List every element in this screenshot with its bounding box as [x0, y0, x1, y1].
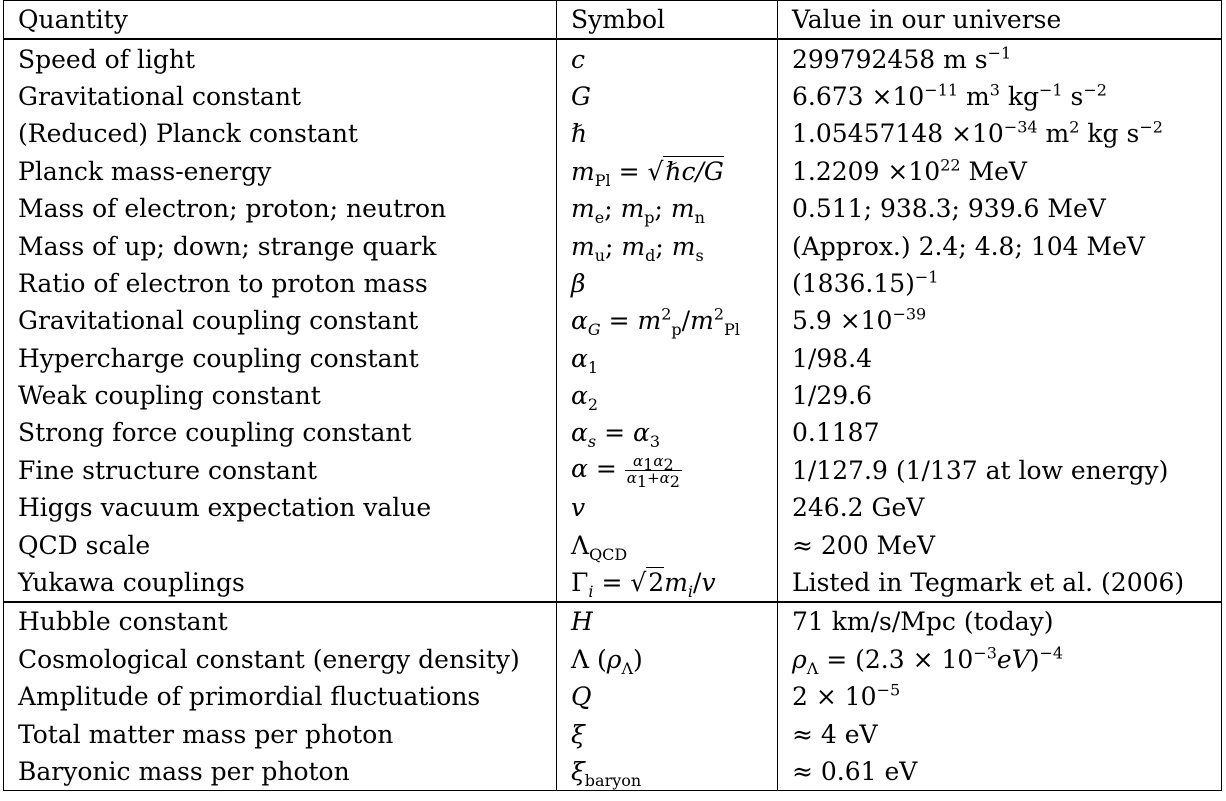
symbol-cell: β: [557, 265, 778, 302]
table-row: [4, 190, 1222, 227]
symbol-cell: H: [557, 602, 778, 640]
quantity-cell: Hubble constant: [4, 602, 557, 640]
table-header: [4, 1, 1222, 40]
table-row: [4, 340, 1222, 377]
quantity-cell: Strong force coupling constant: [4, 414, 557, 451]
symbol-cell: $m_u$; $m_d$; $m_s$: [557, 227, 778, 264]
table-row: [4, 678, 1222, 715]
value-cell: ≈ 4 eV: [778, 715, 1222, 752]
header-value: Value in our universe: [778, 1, 1222, 40]
symbol-cell: ξ: [557, 715, 778, 752]
quantity-cell: Mass of up; down; strange quark: [4, 227, 557, 264]
table-row: [4, 526, 1222, 563]
quantity-cell: Higgs vacuum expectation value: [4, 489, 557, 526]
value-cell: Listed in Tegmark et al. (2006): [778, 564, 1222, 602]
quantity-cell: Gravitational coupling constant: [4, 302, 557, 339]
table-row: [4, 39, 1222, 77]
quantity-cell: (Reduced) Planck constant: [4, 115, 557, 152]
table-body: [4, 39, 1222, 790]
header-row: [4, 1, 1222, 40]
table-row: [4, 641, 1222, 678]
quantity-cell: QCD scale: [4, 526, 557, 563]
value-cell: 71 km/s/Mpc (today): [778, 602, 1222, 640]
table-row: [4, 414, 1222, 451]
symbol-cell: c: [557, 39, 778, 77]
table-row: [4, 265, 1222, 302]
value-cell: $(1836.15)^{-1}$: [778, 265, 1222, 302]
value-cell: $1.2209 \times 10^{22}$ MeV: [778, 153, 1222, 190]
table-row: [4, 227, 1222, 264]
table-row: [4, 153, 1222, 190]
quantity-cell: Total matter mass per photon: [4, 715, 557, 752]
table-row: [4, 602, 1222, 640]
quantity-cell: Mass of electron; proton; neutron: [4, 190, 557, 227]
symbol-cell: Λ $(\rho_\Lambda)$: [557, 641, 778, 678]
symbol-cell: $m_e$; $m_p$; $m_n$: [557, 190, 778, 227]
symbol-cell: $m_{Pl}$ = √ℏc/G: [557, 153, 778, 190]
symbol-cell: $\alpha_G = m^2_p/m^2_{Pl}$: [557, 302, 778, 339]
value-cell: 299792458 m $s^{-1}$: [778, 39, 1222, 77]
quantity-cell: Amplitude of primordial fluctuations: [4, 678, 557, 715]
quantity-cell: Gravitational constant: [4, 78, 557, 115]
table-row: [4, 452, 1222, 489]
value-cell: $1.05457148 \times 10^{-34}$ $m^2$ kg $s^{-2}$: [778, 115, 1222, 152]
table-row: [4, 489, 1222, 526]
symbol-cell: Q: [557, 678, 778, 715]
value-cell: 1/98.4: [778, 340, 1222, 377]
quantity-cell: Yukawa couplings: [4, 564, 557, 602]
value-cell: 0.511; 938.3; 939.6 MeV: [778, 190, 1222, 227]
symbol-cell: $\alpha_s = \alpha_3$: [557, 414, 778, 451]
quantity-cell: Ratio of electron to proton mass: [4, 265, 557, 302]
table-row: [4, 715, 1222, 752]
value-cell: 0.1187: [778, 414, 1222, 451]
table-row: [4, 753, 1222, 791]
value-cell: $2 \times 10^{-5}$: [778, 678, 1222, 715]
value-cell: $6.673 \times 10^{-11}$ $m^3$ $kg^{-1}$ $s^{-2}$: [778, 78, 1222, 115]
symbol-cell: v: [557, 489, 778, 526]
value-cell: 1/127.9 (1/137 at low energy): [778, 452, 1222, 489]
header-quantity: Quantity: [4, 1, 557, 40]
quantity-cell: Cosmological constant (energy density): [4, 641, 557, 678]
quantity-cell: Speed of light: [4, 39, 557, 77]
symbol-cell: $\Gamma_i = √2m_i/v$: [557, 564, 778, 602]
table-row: [4, 377, 1222, 414]
value-cell: (Approx.) 2.4; 4.8; 104 MeV: [778, 227, 1222, 264]
table-row: [4, 115, 1222, 152]
quantity-cell: Baryonic mass per photon: [4, 753, 557, 791]
quantity-cell: Hypercharge coupling constant: [4, 340, 557, 377]
symbol-cell: $\alpha_1$: [557, 340, 778, 377]
header-symbol: Symbol: [557, 1, 778, 40]
symbol-cell: ℏ: [557, 115, 778, 152]
table-row: [4, 564, 1222, 602]
symbol-cell: $\alpha_2$: [557, 377, 778, 414]
symbol-cell: $\xi_{baryon}$: [557, 753, 778, 791]
constants-table: [3, 0, 1222, 791]
value-cell: 246.2 GeV: [778, 489, 1222, 526]
quantity-cell: Planck mass-energy: [4, 153, 557, 190]
value-cell: 1/29.6: [778, 377, 1222, 414]
symbol-cell: α = $\frac{\alpha_1\alpha_2}{\alpha_1+\alpha_2}$: [557, 452, 778, 489]
table-row: [4, 302, 1222, 339]
quantity-cell: Weak coupling constant: [4, 377, 557, 414]
value-cell: ≈ 200 MeV: [778, 526, 1222, 563]
value-cell: $5.9 \times 10^{-39}$: [778, 302, 1222, 339]
quantity-cell: Fine structure constant: [4, 452, 557, 489]
symbol-cell: G: [557, 78, 778, 115]
table-row: [4, 78, 1222, 115]
value-cell: $\rho_\Lambda = (2.3 \times 10^{-3}eV)^{-4}$: [778, 641, 1222, 678]
symbol-cell: $\Lambda_{QCD}$: [557, 526, 778, 563]
value-cell: ≈ 0.61 eV: [778, 753, 1222, 791]
